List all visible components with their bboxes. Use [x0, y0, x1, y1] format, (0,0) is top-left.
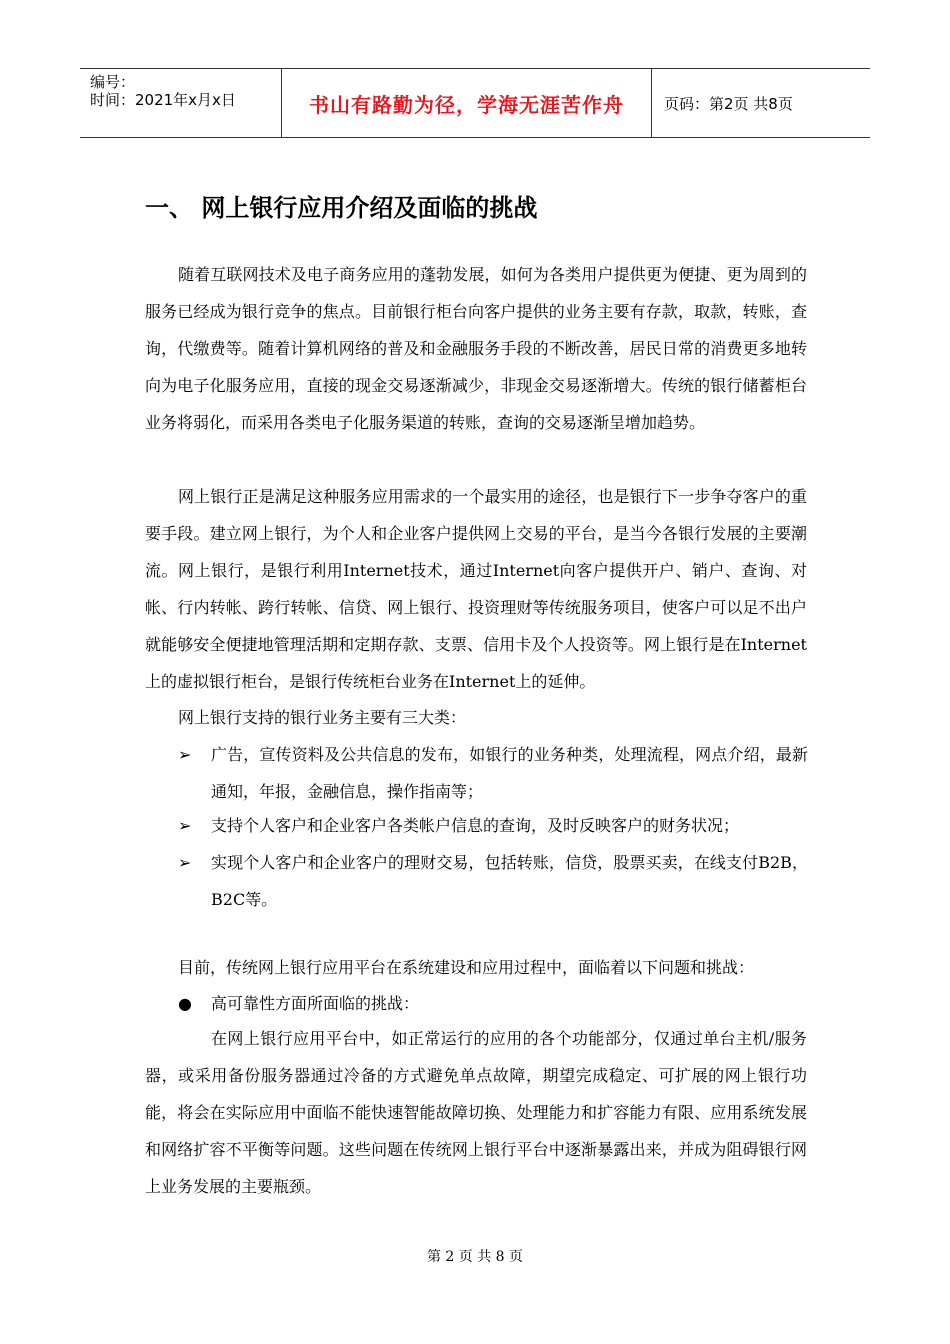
paragraph-reliability: 在网上银行应用平台中，如正常运行的应用的各个功能部分，仅通过单台主机/服务器，或采用备份服务器通过冷备的方式避免单点故障，期望完成稳定、可扩展的网上银行功能，将会在实际应用中面临不能快速智能故障切换、处理能力和扩容能力有限、应用系统发展和网络扩容不平衡等问题。这些问题在传统网上银行平台中逐渐暴露出来，并成为阻碍银行网上业务发展的主要瓶颈。 [145, 1029, 807, 1196]
header-motto-cell [282, 69, 652, 137]
list-item-text: 支持个人客户和企业客户各类帐户信息的查询，及时反映客户的财务状况； [211, 816, 740, 835]
paragraph-intro: 随着互联网技术及电子商务应用的蓬勃发展，如何为各类用户提供更为便捷、更为周到的服务已经成为银行竞争的焦点。目前银行柜台向客户提供的业务主要有存款，取款，转账，查询，代缴费等。随着计算机网络的普及和金融服务手段的不断改善，居民日常的消费更多地转向为电子化服务应用，直接的现金交易逐渐减少，非现金交易逐渐增大。传统的银行储蓄柜台业务将弱化，而采用各类电子化服务渠道的转账，查询的交易逐渐呈增加趋势。 [145, 265, 807, 432]
document-time-label: 时间：2021年x月x日 [90, 91, 236, 109]
paragraph-challenges-intro: 目前，传统网上银行应用平台在系统建设和应用过程中，面临着以下问题和挑战： [178, 958, 755, 977]
header-left-cell [80, 69, 282, 137]
list-item-text: 实现个人客户和企业客户的理财交易，包括转账，信贷，股票买卖，在线支付B2B，B2C等。 [211, 853, 808, 909]
page-footer: 第 2 页 共 8 页 [426, 1249, 524, 1265]
header-page-cell [652, 69, 870, 137]
arrow-bullet-icon: ➢ [178, 816, 192, 835]
header-table [80, 68, 870, 138]
arrow-bullet-icon: ➢ [178, 745, 192, 764]
paragraph-online-banking: 网上银行正是满足这种服务应用需求的一个最实用的途径，也是银行下一步争夺客户的重要手段。建立网上银行，为个人和企业客户提供网上交易的平台，是当今各银行发展的主要潮流。网上银行，是银行利用Internet技术，通过Internet向客户提供开户、销户、查询、对帐、行内转帐、跨行转帐、信贷、网上银行、投资理财等传统服务项目，使客户可以足不出户就能够安全便捷地管理活期和定期存款、支票、信用卡及个人投资等。网上银行是在Internet上的虚拟银行柜台，是银行传统柜台业务在Internet上的延伸。 [145, 487, 807, 691]
motto-text: 书山有路勤为径，学海无涯苦作舟 [309, 92, 624, 117]
dot-bullet-icon: ● [178, 994, 192, 1013]
page-info: 页码：第2页 共8页 [664, 94, 793, 113]
arrow-bullet-icon: ➢ [178, 853, 192, 872]
section-title: 一、 网上银行应用介绍及面临的挑战 [145, 194, 538, 222]
document-number-label: 编号： [90, 73, 136, 91]
challenge-title: 高可靠性方面所面临的挑战： [211, 994, 420, 1013]
list-item-text: 广告，宣传资料及公共信息的发布，如银行的业务种类，处理流程，网点介绍，最新通知，年报，金融信息，操作指南等； [211, 745, 808, 801]
paragraph-business-categories: 网上银行支持的银行业务主要有三大类： [178, 708, 467, 727]
